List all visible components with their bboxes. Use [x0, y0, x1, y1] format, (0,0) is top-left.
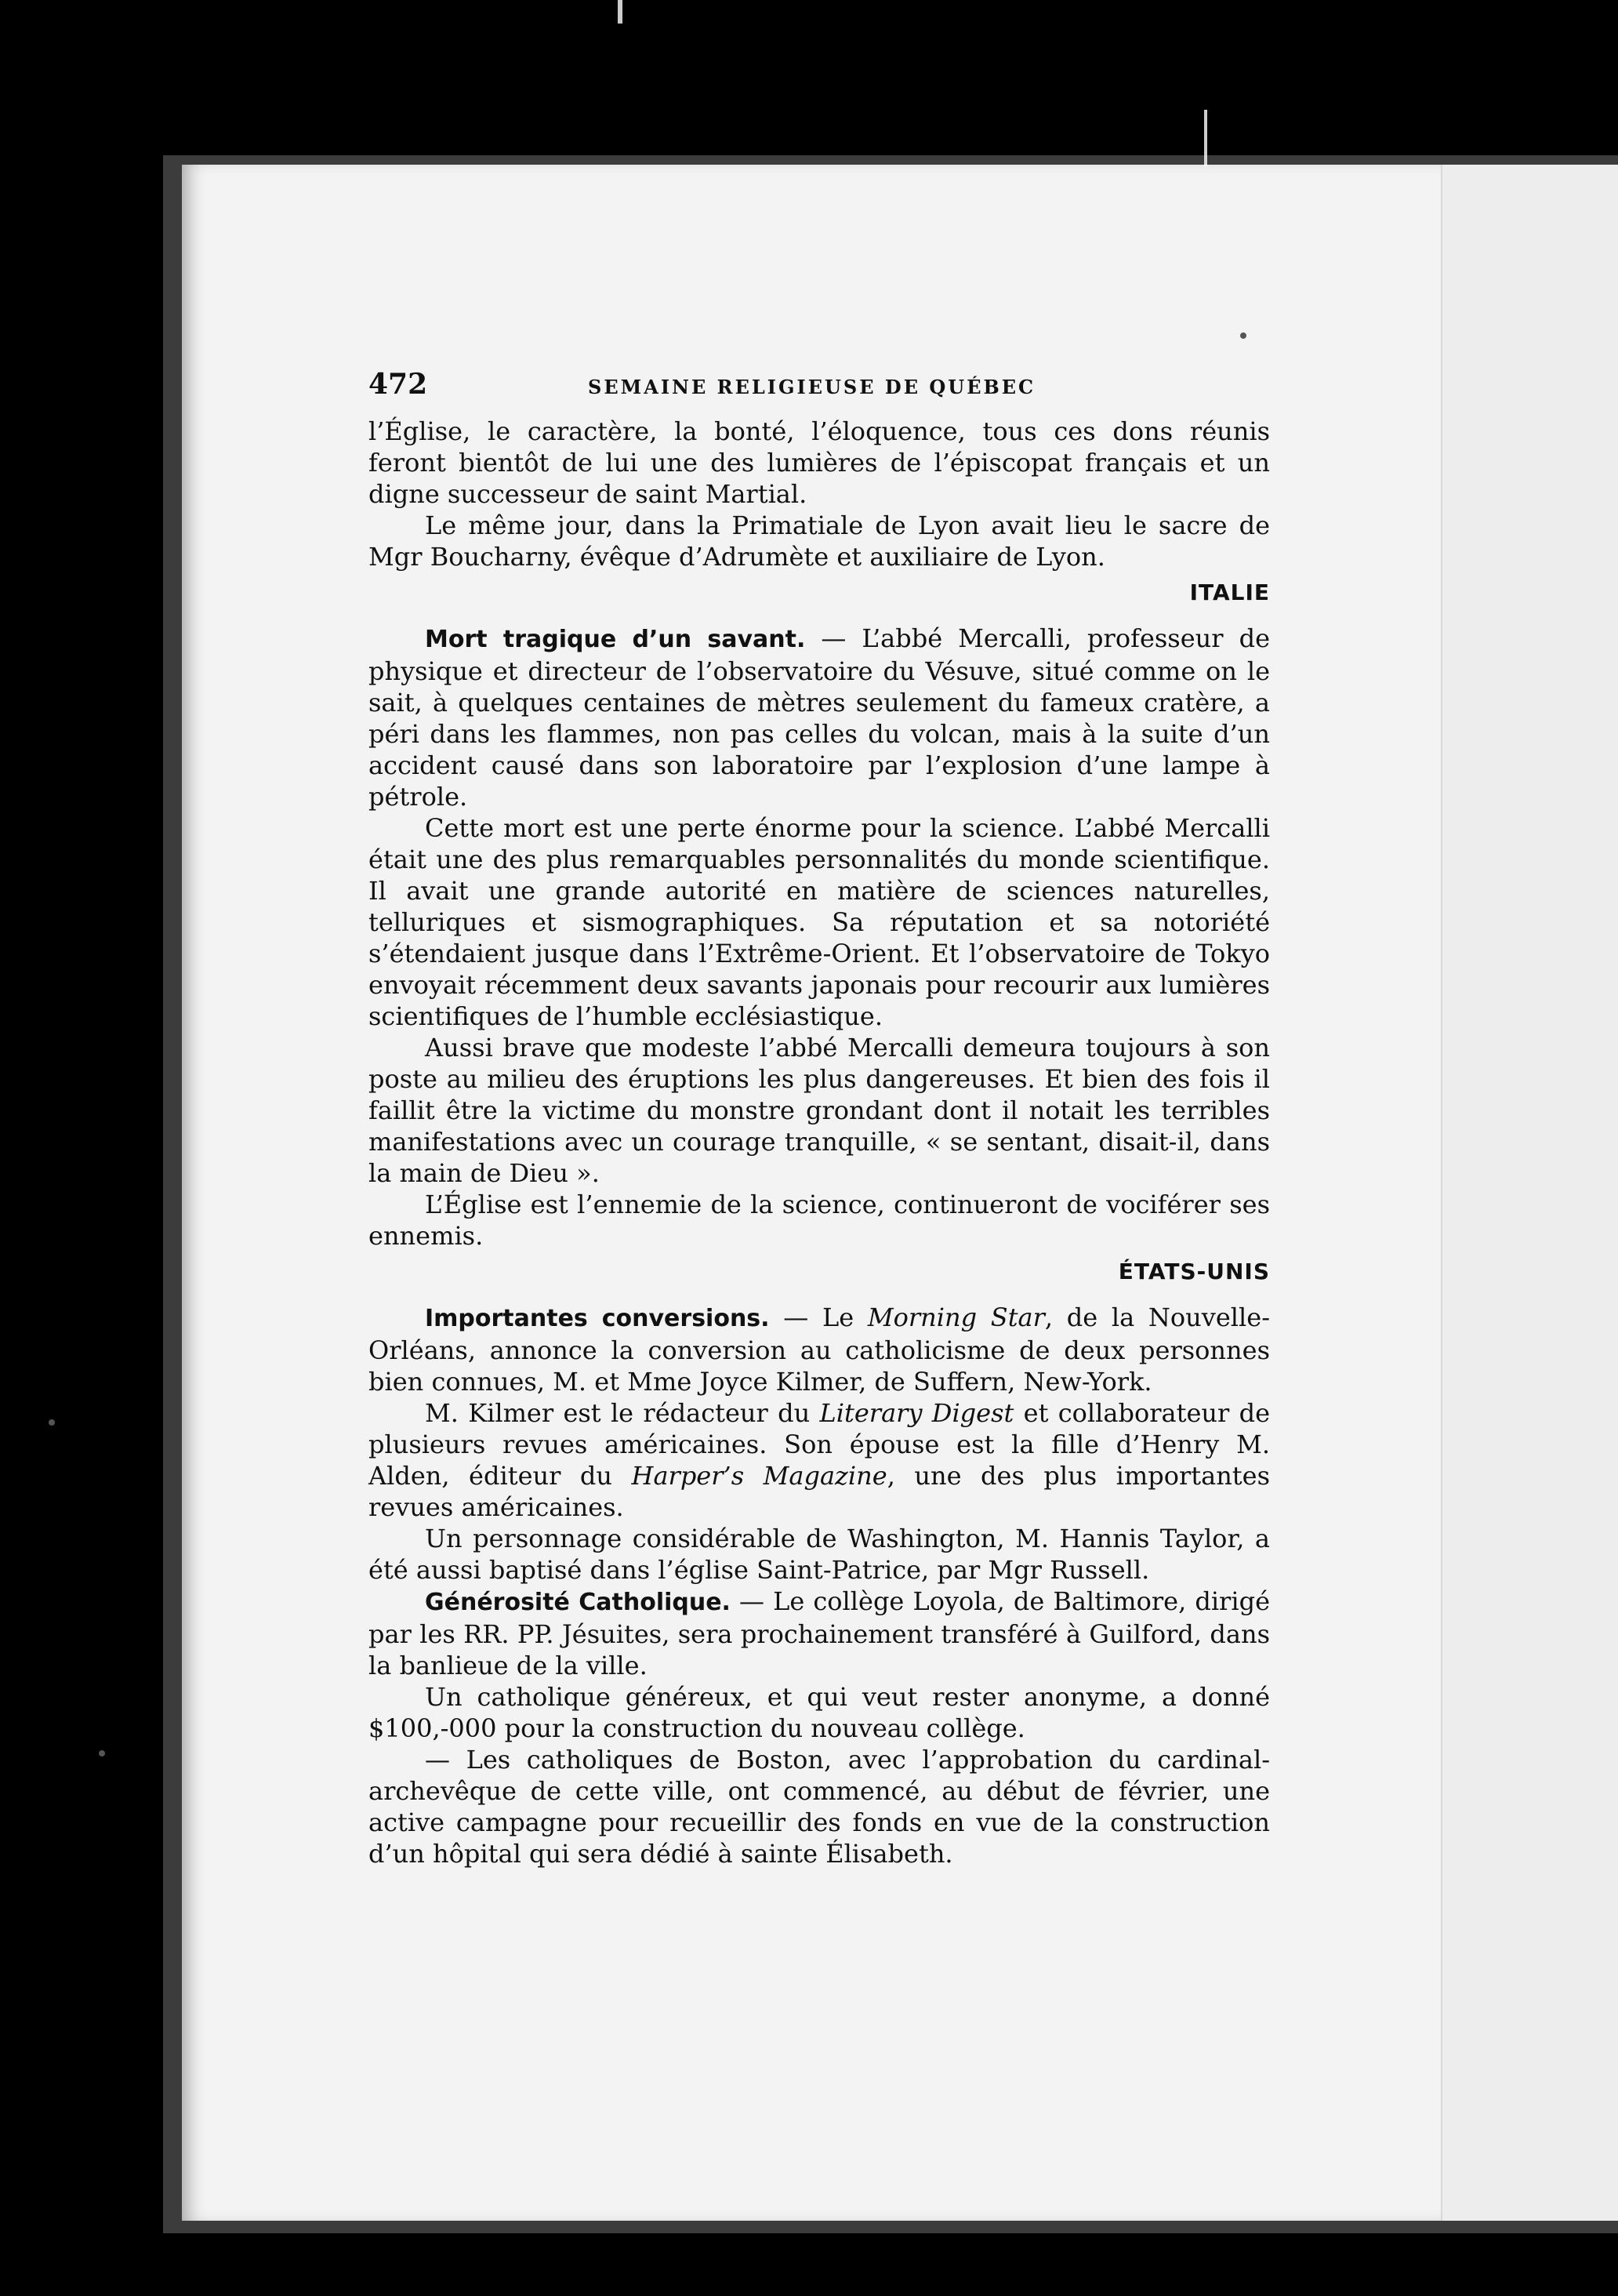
paragraph-text: , une des plus importantes revues américaines. — [368, 1461, 1271, 1522]
page-number: 472 — [368, 368, 428, 401]
scan-dot — [99, 1750, 105, 1757]
paragraph: — Les catholiques de Boston, avec l’approbation du cardinal-archevêque de cette ville, ont commencé, au début de février, une active campagne pour recueillir des fonds en vue de la construction d’un hôpital qui sera dédié à sainte Élisabeth. — [368, 1745, 1270, 1869]
paragraph — [368, 1397, 1270, 1523]
section-heading-etats-unis: ÉTATS-UNIS — [1118, 1259, 1270, 1284]
paragraph-text: — Le — [769, 1302, 868, 1332]
paragraph-text: et collaborateur de plusieurs revues américaines. Son épouse est la fille d’Henry M. Alden, éditeur du — [368, 1398, 1271, 1491]
publication-title: Literary Digest — [819, 1398, 1014, 1428]
facing-page-edge — [1441, 165, 1618, 2221]
paragraph: Un personnage considérable de Washington, M. Hannis Taylor, a été aussi baptisé dans l’église Saint-Patrice, par Mgr Russell. — [368, 1524, 1270, 1585]
section-heading-italie: ITALIE — [1189, 579, 1270, 605]
paragraph-text: — Le collège Loyola, de Baltimore, dirigé par les RR. PP. Jésuites, sera prochainement transféré à Guilford, dans la banlieue de la ville. — [368, 1586, 1271, 1680]
paragraph: Le même jour, dans la Primatiale de Lyon avait lieu le sacre de Mgr Boucharny, évêque d’Adrumète et auxiliaire de Lyon. — [368, 510, 1270, 572]
paragraph-text: — L’abbé Mercalli, professeur de physique et directeur de l’observatoire du Vésuve, situé comme on le sait, à quelques centaines de mètres seulement du fameux cratère, a péri dans les flammes, non pas celles du volcan, mais à la suite d’un accident causé dans son laboratoire par l’explosion d’une lampe à pétrole. — [368, 623, 1270, 812]
paragraph — [368, 623, 1270, 812]
publication-title: Harper’s Magazine — [631, 1461, 887, 1491]
scan-mark — [1204, 110, 1207, 166]
rubric: Importantes conversions. — [425, 1305, 770, 1332]
scan-mark — [618, 0, 622, 24]
paragraph-text: , de la Nouvelle-Orléans, annonce la conversion au catholicisme de deux personnes bien connues, M. et Mme Joyce Kilmer, de Suffern, New-York. — [368, 1302, 1270, 1397]
paragraph — [368, 1586, 1270, 1681]
paragraph: l’Église, le caractère, la bonté, l’éloquence, tous ces dons réunis feront bientôt de lui une des lumières de l’épiscopat français et un digne successeur de saint Martial. — [368, 416, 1270, 509]
running-head: SEMAINE RELIGIEUSE DE QUÉBEC — [588, 376, 1036, 398]
publication-title: Morning Star — [867, 1302, 1045, 1332]
page-content — [368, 369, 1270, 1869]
scan-dot — [49, 1419, 55, 1426]
paragraph: Aussi brave que modeste l’abbé Mercalli demeura toujours à son poste au milieu des éruptions les plus dangereuses. Et bien des fois il faillit être la victime du monstre grondant dont il notait les terribles manifestations avec un courage tranquille, « se sentant, disait-il, dans la main de Dieu ». — [368, 1033, 1270, 1188]
paragraph-text: M. Kilmer est le rédacteur du — [425, 1398, 820, 1428]
rubric: Générosité Catholique. — [425, 1589, 731, 1616]
page-header — [368, 369, 1270, 416]
paragraph: L’Église est l’ennemie de la science, continueront de vociférer ses ennemis. — [368, 1190, 1270, 1251]
paragraph: Cette mort est une perte énorme pour la science. L’abbé Mercalli était une des plus remarquables personnalités du monde scientifique. Il avait une grande autorité en matière de sciences naturelles, telluriques et sismographiques. Sa réputation et sa notoriété s’étendaient jusque dans l’Extrême-Orient. Et l’observatoire de Tokyo envoyait récemment deux savants japonais pour recourir aux lumières scientifiques de l’humble ecclésiastique. — [368, 813, 1270, 1031]
paragraph: Un catholique généreux, et qui veut rester anonyme, a donné $100,-000 pour la construction du nouveau collège. — [368, 1682, 1270, 1743]
rubric: Mort tragique d’un savant. — [425, 626, 806, 653]
scan-dot — [1240, 332, 1246, 339]
paragraph — [368, 1302, 1270, 1397]
